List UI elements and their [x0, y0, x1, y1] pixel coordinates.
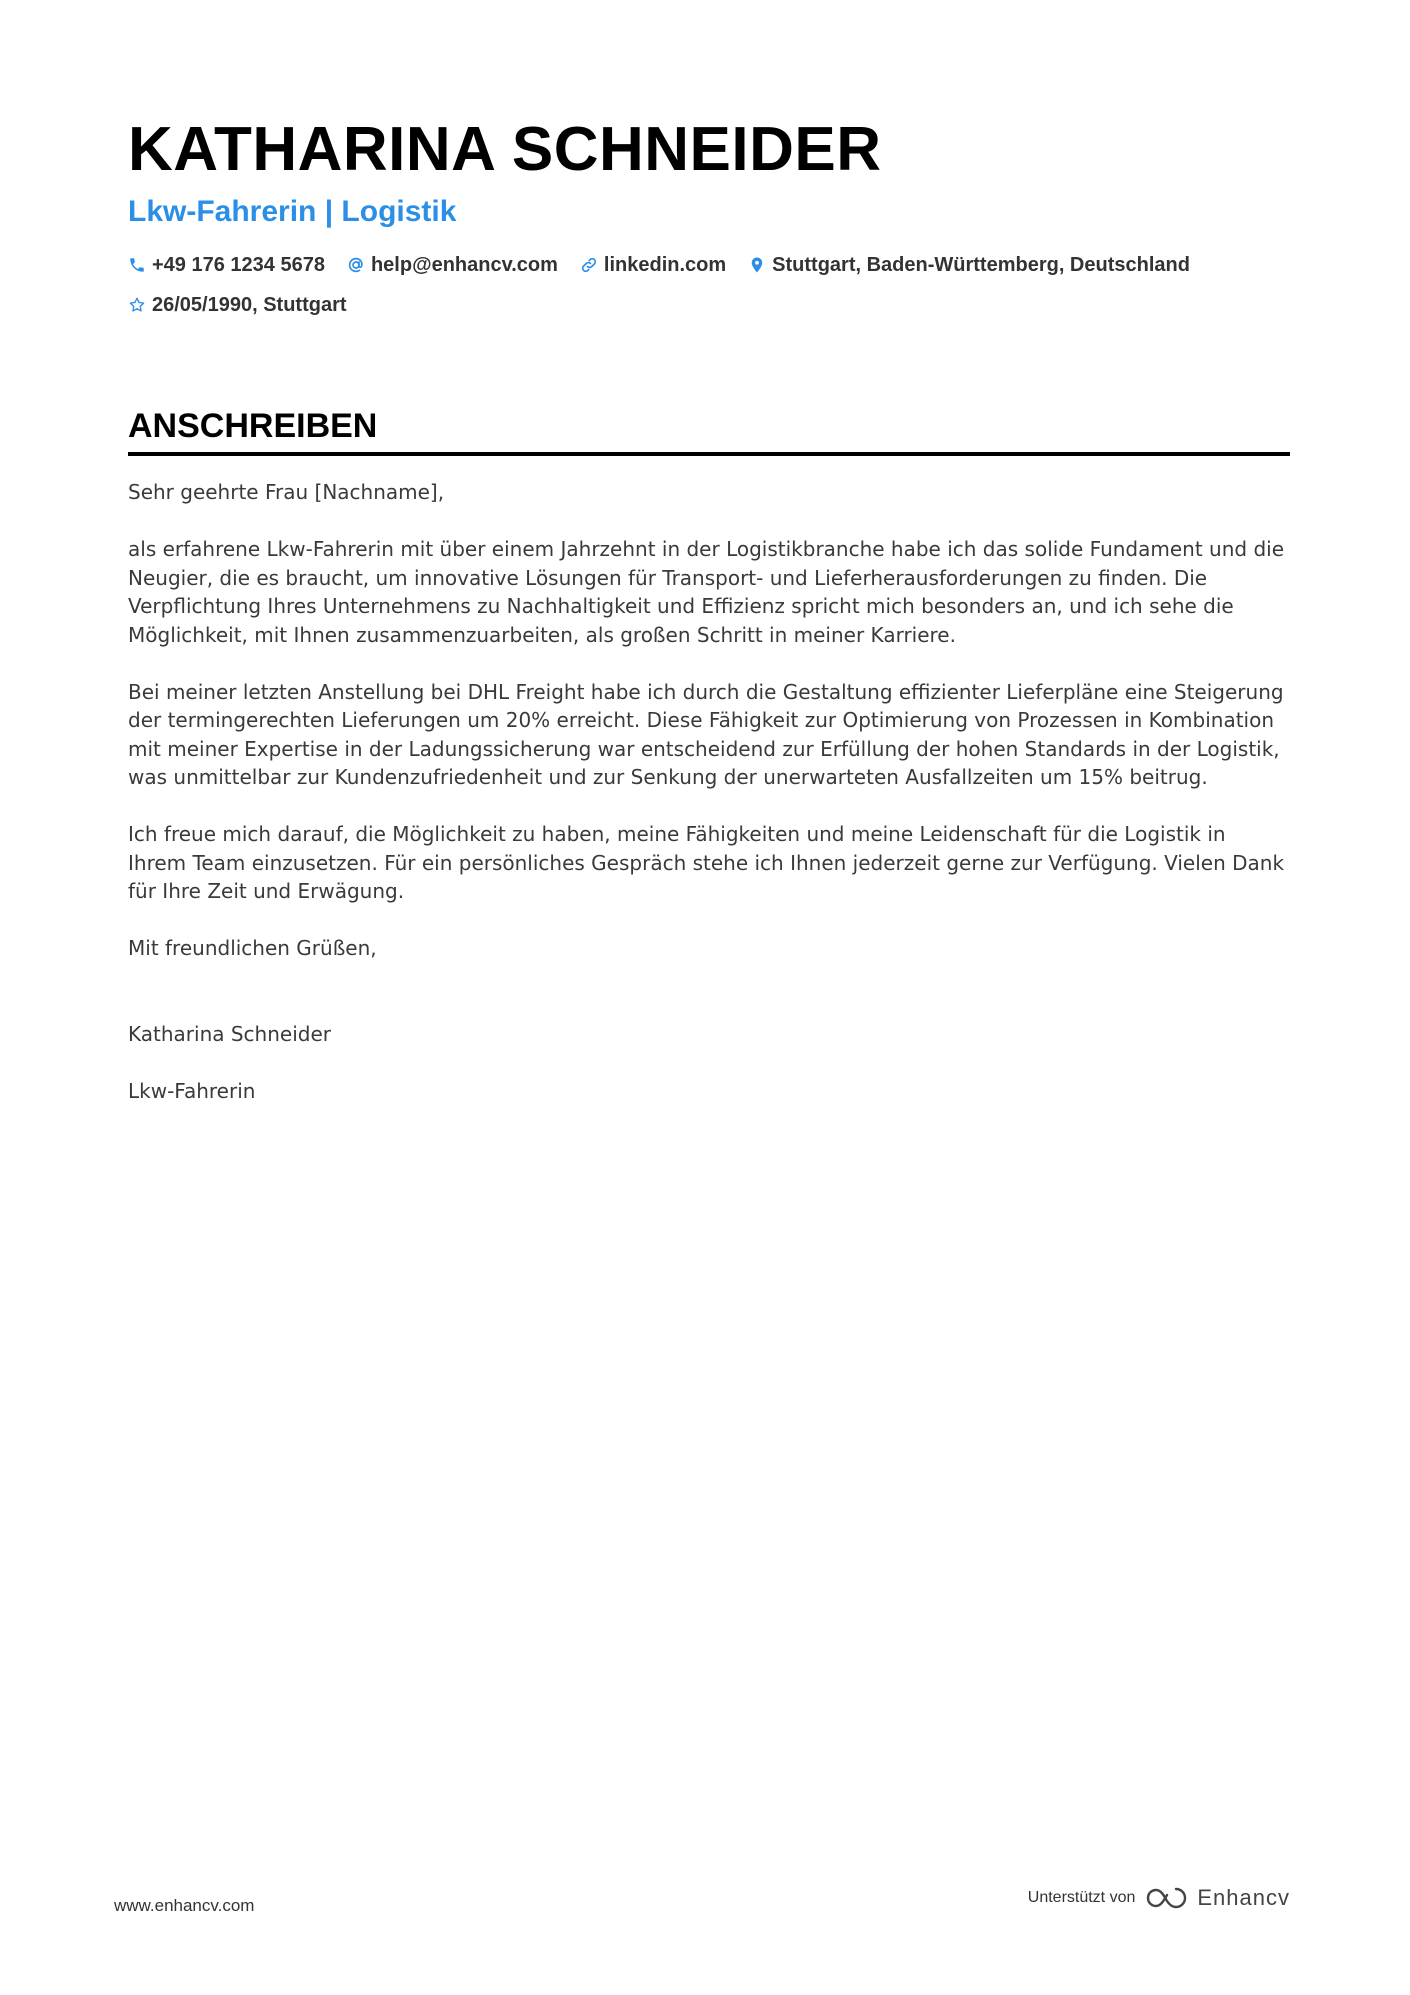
contact-location-text: Stuttgart, Baden-Württemberg, Deutschland — [772, 254, 1190, 276]
contact-linkedin-text: linkedin.com — [603, 254, 727, 276]
enhancv-brand-name: Enhancv — [1197, 1885, 1290, 1910]
contact-birthdate-text: 26/05/1990, Stuttgart — [152, 294, 347, 316]
footer-url[interactable]: www.enhancv.com — [114, 1896, 255, 1915]
letter-closing: Mit freundlichen Grüßen, — [128, 936, 377, 960]
candidate-headline: Lkw-Fahrerin | Logistik — [128, 195, 457, 228]
contact-email-text: help@enhancv.com — [370, 254, 558, 276]
section-title: ANSCHREIBEN — [128, 404, 1290, 456]
candidate-name: KATHARINA SCHNEIDER — [128, 115, 882, 184]
contact-linkedin[interactable] — [580, 250, 726, 280]
star-icon — [128, 296, 146, 314]
location-pin-icon — [748, 256, 766, 274]
letter-paragraph: Ich freue mich darauf, die Möglichkeit zu haben, meine Fähigkeiten und meine Leidenschaft für die Logistik in Ihrem Team einzusetzen. Für ein persönliches Gespräch stehe ich Ihnen jederzeit gerne zur Verfügung. Vielen Dank für Ihre Zeit und Erwägung. — [128, 822, 1285, 903]
contact-email[interactable] — [347, 250, 558, 280]
letter-salutation: Sehr geehrte Frau [Nachname], — [128, 480, 445, 504]
contact-phone[interactable] — [128, 250, 325, 280]
signature-title: Lkw-Fahrerin — [128, 1078, 256, 1103]
contact-location — [748, 250, 1190, 280]
footer-branding[interactable] — [1028, 1884, 1290, 1912]
contact-birthdate — [128, 290, 347, 320]
phone-icon — [128, 256, 146, 274]
signature-name: Katharina Schneider — [128, 1021, 331, 1046]
letter-paragraph: Bei meiner letzten Anstellung bei DHL Freight habe ich durch die Gestaltung effizienter Lieferpläne eine Steigerung der termingerechten Lieferungen um 20% erreicht. Diese Fähigkeit zur Optimierung von Prozessen in Kombination mit meiner Expertise in der Ladungssicherung war entscheidend zur Erfüllung der hohen Standards in der Logistik, was unmittelbar zur Kundenzufriedenheit und zur Senkung der unerwarteten Ausfallzeiten um 15% beitrug. — [128, 679, 1284, 789]
at-icon — [347, 256, 365, 274]
enhancv-logo-icon — [1145, 1885, 1189, 1911]
enhancv-logo — [1145, 1884, 1290, 1912]
letter-paragraph: als erfahrene Lkw-Fahrerin mit über einem Jahrzehnt in der Logistikbranche habe ich das solide Fundament und die Neugier, die es braucht, um innovative Lösungen für Transport- und Lieferherausforderungen zu finden. Die Verpflichtung Ihres Unternehmens zu Nachhaltigkeit und Effizienz spricht mich besonders an, und ich sehe die Möglichkeit, mit Ihnen zusammenzuarbeiten, als großen Schritt in meiner Karriere. — [128, 537, 1284, 647]
contact-phone-text: +49 176 1234 5678 — [152, 254, 325, 276]
powered-by-label: Unterstützt von — [1027, 1889, 1136, 1906]
contact-info — [128, 250, 1290, 320]
letter-body — [128, 478, 1290, 1105]
cover-letter-page — [128, 110, 1290, 1134]
link-icon — [580, 256, 598, 274]
